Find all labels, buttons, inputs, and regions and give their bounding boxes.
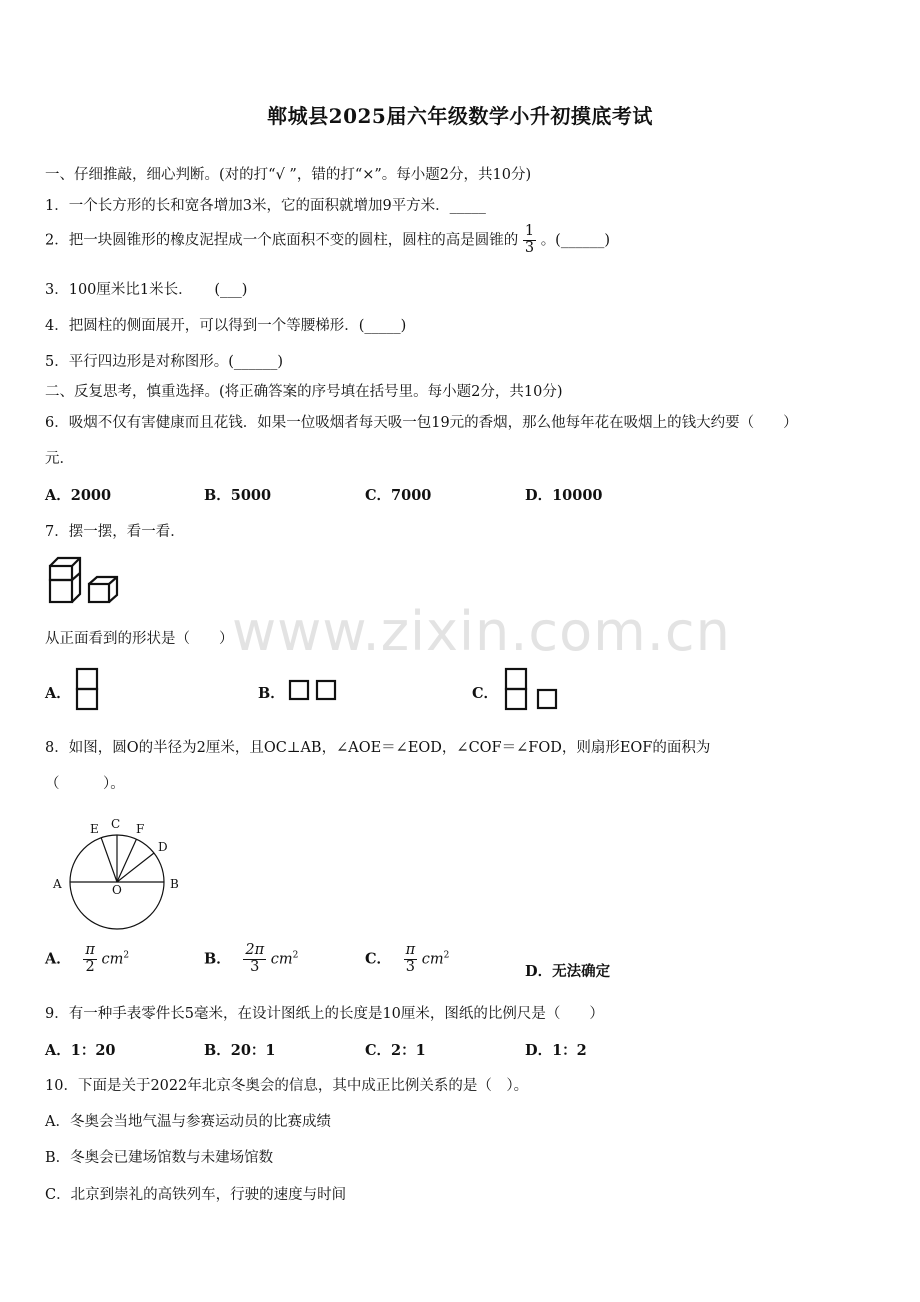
- unit-power: 2: [292, 950, 299, 961]
- q6-option-c: C．7000: [365, 487, 432, 504]
- frac-num: π: [405, 942, 416, 958]
- fraction-denominator: 3: [524, 239, 535, 256]
- q6-option-d: D．10000: [525, 487, 603, 504]
- frac-den: 3: [404, 959, 418, 976]
- question-8: 8．如图，圆O的半径为2厘米，且OC⊥AB，∠AOE＝∠EOD，∠COF＝∠FOD，则扇形EOF的面积为: [45, 740, 711, 756]
- cube-small-front: [89, 584, 109, 602]
- radius-od: [117, 853, 154, 882]
- unit: cm: [270, 951, 293, 968]
- q8-option-a-fraction: [83, 943, 97, 976]
- q7-option-c-shape: [502, 666, 564, 714]
- q9-option-a: A．1：20: [45, 1042, 116, 1059]
- frac-num: 2π: [245, 942, 265, 958]
- unit-power: 2: [123, 950, 130, 961]
- fraction-one-third: [523, 224, 536, 257]
- cubes-figure: [47, 556, 122, 608]
- q7-option-a-shape: [73, 666, 103, 714]
- question-2-tail: 。(______): [540, 232, 611, 249]
- frac-num: π: [85, 942, 95, 958]
- section2-heading: 二、反复思考，慎重选择。(将正确答案的序号填在括号里。每小题2分，共10分): [45, 384, 563, 400]
- q8-option-d: [525, 960, 610, 981]
- circle-diagram: [48, 812, 188, 937]
- label-c: C: [111, 817, 121, 831]
- frac-den: 2: [83, 959, 97, 976]
- q8-option-c: [365, 943, 449, 976]
- question-2: [45, 224, 610, 257]
- q10-option-a: A．冬奥会当地气温与参赛运动员的比赛成绩: [45, 1114, 331, 1130]
- question-1: 1．一个长方形的长和宽各增加3米，它的面积就增加9平方米．_____: [45, 198, 486, 214]
- q7-option-b-shape: [286, 678, 342, 704]
- question-5: 5．平行四边形是对称图形。(______): [45, 354, 284, 370]
- radius-of: [117, 839, 136, 882]
- q8-option-c-fraction: [404, 943, 418, 976]
- page-title: 郸城县2025届六年级数学小升初摸底考试: [267, 104, 653, 128]
- q9-option-b: B．20：1: [204, 1042, 276, 1059]
- q7-option-a: A．: [45, 685, 71, 702]
- fraction-numerator: 1: [524, 223, 535, 239]
- frac-den: 3: [243, 959, 266, 976]
- q8-option-b-fraction: [243, 943, 266, 976]
- q8-option-b: [204, 943, 298, 976]
- q6-option-b: B．5000: [204, 487, 272, 504]
- question-7-prompt: 从正面看到的形状是（ ）: [45, 631, 234, 647]
- question-2-text: 2．把一块圆锥形的橡皮泥捏成一个底面积不变的圆柱，圆柱的高是圆锥的: [45, 232, 519, 249]
- radius-oe: [101, 838, 117, 882]
- question-4: 4．把圆柱的侧面展开，可以得到一个等腰梯形．(_____): [45, 318, 407, 334]
- q10-option-c: C．北京到崇礼的高铁列车，行驶的速度与时间: [45, 1187, 347, 1203]
- question-6: 6．吸烟不仅有害健康而且花钱．如果一位吸烟者每天吸一包19元的香烟，那么他每年花在吸烟上的钱大约要（ ）: [45, 415, 798, 431]
- q8-option-c-label: C．: [365, 950, 392, 968]
- cube-top-front: [50, 566, 72, 580]
- watermark: www.zixin.com.cn: [232, 600, 731, 663]
- label-f: F: [136, 822, 145, 836]
- unit: cm: [101, 951, 124, 968]
- q8-option-a: [45, 943, 129, 976]
- unit: cm: [421, 951, 444, 968]
- cube-bottom-front: [50, 580, 72, 602]
- q6-option-a: A．2000: [45, 487, 112, 504]
- q7-option-b: B．: [258, 685, 285, 702]
- question-10: 10．下面是关于2022年北京冬奥会的信息，其中成正比例关系的是（ ）。: [45, 1078, 529, 1094]
- q9-option-d: D．1：2: [525, 1042, 587, 1059]
- label-o: O: [112, 883, 122, 897]
- question-9: 9．有一种手表零件长5毫米，在设计图纸上的长度是10厘米，图纸的比例尺是（ ）: [45, 1006, 604, 1022]
- label-d: D: [158, 840, 168, 854]
- question-7: 7．摆一摆，看一看．: [45, 524, 185, 540]
- label-a: A: [53, 877, 62, 891]
- question-3: 3．100厘米比1米长． (___): [45, 282, 248, 298]
- question-8-line2: （ ）。: [45, 776, 125, 792]
- q8-option-a-label: A．: [45, 950, 71, 968]
- q9-option-c: C．2：1: [365, 1042, 426, 1059]
- q8-option-d-label: D．无法确定: [525, 963, 611, 980]
- q7-option-c: C．: [472, 685, 499, 702]
- question-6-line2: 元．: [45, 451, 74, 467]
- label-e: E: [90, 822, 99, 836]
- label-b: B: [170, 877, 179, 891]
- unit-power: 2: [443, 950, 450, 961]
- section1-heading: 一、仔细推敲，细心判断。(对的打“√ ”，错的打“×”。每小题2分，共10分): [45, 167, 532, 183]
- q8-option-b-label: B．: [204, 950, 231, 968]
- q10-option-b: B．冬奥会已建场馆数与未建场馆数: [45, 1150, 274, 1166]
